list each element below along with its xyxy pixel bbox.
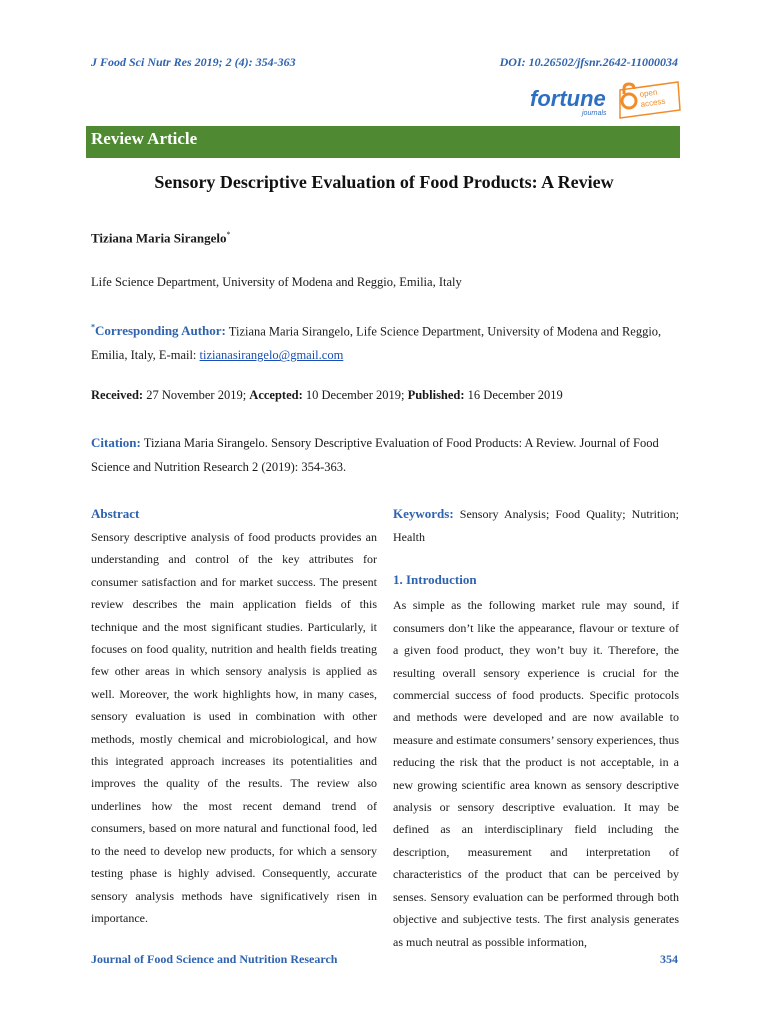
published-date: 16 December 2019	[464, 388, 563, 402]
corresponding-text: Tiziana Maria Sirangelo, Life Science Department, University of Modena and Reggio, Emilia, Italy, E-mail:	[91, 324, 662, 363]
received-label: Received:	[91, 388, 144, 402]
abstract-text: Sensory descriptive analysis of food products provides an understanding and control of the key attributes for consumer satisfaction and for market success. The present review describes the main application fields of this technique and the most significant studies. Particularly, it focuses on food quality, nutrition and health fields treating few other areas in which sensory analysis is applied as well. Moreover, the work highlights how, in many cases, sensory evaluation is used in combination with other methods, mostly chemical and microbiological, and how this integrated approach increases its potentialities and improves the quality of the results. The review also underlines how the most recent demand trend of consumers, based on more natural and functional food, led to the need to develop new products, for which a sensory testing phase is highly advised. Consequently, accurate sensory analysis methods have significatively risen in importance.	[91, 530, 377, 925]
abstract-column	[91, 502, 377, 929]
logo-badge-line1: open	[639, 87, 658, 99]
citation-text: Tiziana Maria Sirangelo. Sensory Descriptive Evaluation of Food Products: A Review. Journal of Food Science and Nutrition Research 2 (2019): 354-363.	[91, 436, 659, 474]
footer-journal-name: Journal of Food Science and Nutrition Research	[91, 952, 338, 966]
corresponding-author	[91, 316, 683, 367]
author-mark: *	[226, 230, 231, 239]
journal-reference: J Food Sci Nutr Res 2019; 2 (4): 354-363	[91, 55, 296, 69]
email-link[interactable]: tizianasirangelo@gmail.com	[199, 348, 344, 363]
affiliation: Life Science Department, University of Modena and Reggio, Emilia, Italy	[91, 275, 462, 289]
citation-label: Citation:	[91, 435, 141, 450]
keywords-text: Sensory Analysis; Food Quality; Nutrition; Health	[393, 507, 679, 544]
logo-brand-text: fortune	[530, 86, 606, 111]
fortune-open-access-logo	[528, 80, 684, 122]
author	[91, 230, 231, 246]
accepted-date: 10 December 2019;	[302, 388, 408, 402]
introduction-text: As simple as the following market rule may sound, if consumers don’t like the appearance, flavour or texture of a given food product, they won’t buy it. Therefore, the resulting overall sensory experience is crucial for the commercial success of food products. Specific protocols and methods were developed and are now available to measure and estimate consumers’ sensory experiences, thus reducing the risk that the product is not acceptable, in a new growing scientific area known as sensory descriptive analysis or sensory descriptive evaluation. It may be defined as an interdisciplinary field including the description, measurement and interpretation of characteristics of the product that can be perceived by senses. Sensory evaluation can be performed through both objective and subjective tests. The first analysis generates as much neutral as possible information,	[393, 598, 680, 949]
page-number: 354	[660, 952, 678, 966]
accepted-label: Accepted:	[249, 388, 303, 402]
keywords	[393, 502, 679, 548]
citation	[91, 431, 683, 479]
doi[interactable]: DOI: 10.26502/jfsnr.2642-11000034	[499, 55, 678, 69]
section-label-bar	[86, 126, 680, 158]
paper-title: Sensory Descriptive Evaluation of Food Products: A Review	[154, 172, 614, 192]
author-name: Tiziana Maria Sirangelo	[91, 230, 227, 246]
introduction-heading: 1. Introduction	[393, 572, 477, 588]
corresponding-label: *Corresponding Author:	[91, 323, 226, 339]
logo-brand-sub: journals	[582, 110, 607, 117]
keywords-label: Keywords:	[393, 506, 454, 521]
section-label: Review Article	[91, 129, 198, 148]
received-date: 27 November 2019;	[143, 388, 250, 402]
logo-badge-line2: access	[640, 96, 666, 109]
publication-dates	[91, 383, 563, 407]
published-label: Published:	[407, 388, 465, 402]
right-column	[393, 502, 679, 953]
abstract-heading: Abstract	[91, 506, 140, 521]
